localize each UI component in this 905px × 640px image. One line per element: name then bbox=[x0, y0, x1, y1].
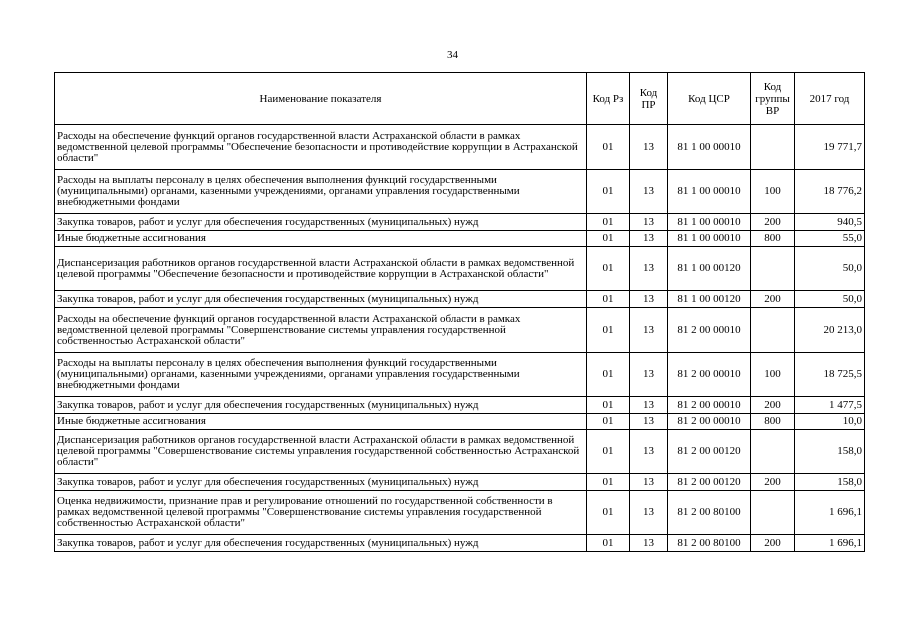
table-row bbox=[55, 397, 865, 414]
row-csr: 81 1 00 00120 bbox=[668, 291, 751, 308]
row-csr: 81 1 00 00010 bbox=[668, 125, 751, 170]
budget-table bbox=[54, 72, 865, 552]
row-vr bbox=[751, 125, 795, 170]
row-csr: 81 1 00 00010 bbox=[668, 231, 751, 247]
row-rz: 01 bbox=[587, 247, 630, 291]
row-value: 50,0 bbox=[795, 247, 865, 291]
row-value: 158,0 bbox=[795, 430, 865, 474]
table-row bbox=[55, 353, 865, 397]
row-vr: 800 bbox=[751, 414, 795, 430]
row-csr: 81 1 00 00010 bbox=[668, 170, 751, 214]
row-vr: 200 bbox=[751, 474, 795, 491]
row-value: 50,0 bbox=[795, 291, 865, 308]
table-row bbox=[55, 291, 865, 308]
row-value: 19 771,7 bbox=[795, 125, 865, 170]
row-pr: 13 bbox=[630, 397, 668, 414]
table-row bbox=[55, 491, 865, 535]
row-pr: 13 bbox=[630, 231, 668, 247]
header-year: 2017 год bbox=[795, 73, 865, 125]
row-value: 10,0 bbox=[795, 414, 865, 430]
row-vr: 100 bbox=[751, 170, 795, 214]
row-pr: 13 bbox=[630, 474, 668, 491]
row-rz: 01 bbox=[587, 170, 630, 214]
row-rz: 01 bbox=[587, 353, 630, 397]
row-vr: 200 bbox=[751, 397, 795, 414]
header-rz: Код Рз bbox=[587, 73, 630, 125]
row-rz: 01 bbox=[587, 125, 630, 170]
row-rz: 01 bbox=[587, 231, 630, 247]
row-csr: 81 2 00 00120 bbox=[668, 474, 751, 491]
row-pr: 13 bbox=[630, 430, 668, 474]
row-value: 20 213,0 bbox=[795, 308, 865, 353]
row-name: Диспансеризация работников органов государственной власти Астраханской области в рамках ведомственной целевой программы "Совершенствование системы управления государственной собственностью Астраханской области" bbox=[55, 430, 587, 474]
row-vr bbox=[751, 491, 795, 535]
row-rz: 01 bbox=[587, 214, 630, 231]
row-pr: 13 bbox=[630, 247, 668, 291]
row-csr: 81 2 00 00120 bbox=[668, 430, 751, 474]
row-name: Закупка товаров, работ и услуг для обеспечения государственных (муниципальных) нужд bbox=[55, 291, 587, 308]
row-vr: 200 bbox=[751, 214, 795, 231]
row-csr: 81 2 00 80100 bbox=[668, 491, 751, 535]
row-rz: 01 bbox=[587, 397, 630, 414]
table-row bbox=[55, 308, 865, 353]
table-row bbox=[55, 535, 865, 552]
row-vr: 200 bbox=[751, 291, 795, 308]
row-name: Закупка товаров, работ и услуг для обеспечения государственных (муниципальных) нужд bbox=[55, 214, 587, 231]
row-value: 1 477,5 bbox=[795, 397, 865, 414]
row-value: 1 696,1 bbox=[795, 535, 865, 552]
table-header-row bbox=[55, 73, 865, 125]
row-csr: 81 2 00 80100 bbox=[668, 535, 751, 552]
table-row bbox=[55, 214, 865, 231]
row-name: Расходы на обеспечение функций органов государственной власти Астраханской области в рамках ведомственной целевой программы "Обеспечение безопасности и противодействие коррупции в Астраханской области" bbox=[55, 125, 587, 170]
row-name: Закупка товаров, работ и услуг для обеспечения государственных (муниципальных) нужд bbox=[55, 474, 587, 491]
row-pr: 13 bbox=[630, 308, 668, 353]
row-pr: 13 bbox=[630, 535, 668, 552]
page-number: 34 bbox=[447, 49, 458, 61]
row-vr: 100 bbox=[751, 353, 795, 397]
row-vr bbox=[751, 430, 795, 474]
row-csr: 81 2 00 00010 bbox=[668, 308, 751, 353]
row-csr: 81 1 00 00120 bbox=[668, 247, 751, 291]
row-pr: 13 bbox=[630, 491, 668, 535]
row-rz: 01 bbox=[587, 491, 630, 535]
header-name: Наименование показателя bbox=[55, 73, 587, 125]
table-row bbox=[55, 231, 865, 247]
row-name: Расходы на обеспечение функций органов государственной власти Астраханской области в рамках ведомственной целевой программы "Совершенствование системы управления государственной собственностью Астраханской области" bbox=[55, 308, 587, 353]
row-pr: 13 bbox=[630, 170, 668, 214]
row-vr: 200 bbox=[751, 535, 795, 552]
row-csr: 81 1 00 00010 bbox=[668, 214, 751, 231]
row-value: 158,0 bbox=[795, 474, 865, 491]
table-row bbox=[55, 474, 865, 491]
row-name: Диспансеризация работников органов государственной власти Астраханской области в рамках ведомственной целевой программы "Обеспечение безопасности и противодействие коррупции в Астраханской области" bbox=[55, 247, 587, 291]
row-csr: 81 2 00 00010 bbox=[668, 397, 751, 414]
row-rz: 01 bbox=[587, 474, 630, 491]
row-value: 1 696,1 bbox=[795, 491, 865, 535]
row-value: 18 725,5 bbox=[795, 353, 865, 397]
row-pr: 13 bbox=[630, 125, 668, 170]
table-row bbox=[55, 430, 865, 474]
row-pr: 13 bbox=[630, 291, 668, 308]
row-pr: 13 bbox=[630, 414, 668, 430]
row-rz: 01 bbox=[587, 308, 630, 353]
row-rz: 01 bbox=[587, 430, 630, 474]
row-name: Закупка товаров, работ и услуг для обеспечения государственных (муниципальных) нужд bbox=[55, 535, 587, 552]
row-pr: 13 bbox=[630, 214, 668, 231]
header-vr: Код группы ВР bbox=[751, 73, 795, 125]
row-rz: 01 bbox=[587, 535, 630, 552]
row-csr: 81 2 00 00010 bbox=[668, 353, 751, 397]
row-pr: 13 bbox=[630, 353, 668, 397]
table-row bbox=[55, 125, 865, 170]
row-vr: 800 bbox=[751, 231, 795, 247]
row-csr: 81 2 00 00010 bbox=[668, 414, 751, 430]
row-value: 18 776,2 bbox=[795, 170, 865, 214]
row-name: Расходы на выплаты персоналу в целях обеспечения выполнения функций государственными (муниципальными) органами, казенными учреждениями, органами управления государственными внебюджетными фондами bbox=[55, 170, 587, 214]
row-vr bbox=[751, 308, 795, 353]
row-rz: 01 bbox=[587, 414, 630, 430]
row-name: Расходы на выплаты персоналу в целях обеспечения выполнения функций государственными (муниципальными) органами, казенными учреждениями, органами управления государственными внебюджетными фондами bbox=[55, 353, 587, 397]
row-name: Иные бюджетные ассигнования bbox=[55, 231, 587, 247]
row-name: Закупка товаров, работ и услуг для обеспечения государственных (муниципальных) нужд bbox=[55, 397, 587, 414]
table-row bbox=[55, 414, 865, 430]
row-name: Оценка недвижимости, признание прав и регулирование отношений по государственной собственности в рамках ведомственной целевой программы "Совершенствование системы управления государственной собственностью Астраханской области" bbox=[55, 491, 587, 535]
header-csr: Код ЦСР bbox=[668, 73, 751, 125]
row-rz: 01 bbox=[587, 291, 630, 308]
row-value: 940,5 bbox=[795, 214, 865, 231]
row-name: Иные бюджетные ассигнования bbox=[55, 414, 587, 430]
header-pr: Код ПР bbox=[630, 73, 668, 125]
table-row bbox=[55, 170, 865, 214]
table-row bbox=[55, 247, 865, 291]
row-vr bbox=[751, 247, 795, 291]
row-value: 55,0 bbox=[795, 231, 865, 247]
